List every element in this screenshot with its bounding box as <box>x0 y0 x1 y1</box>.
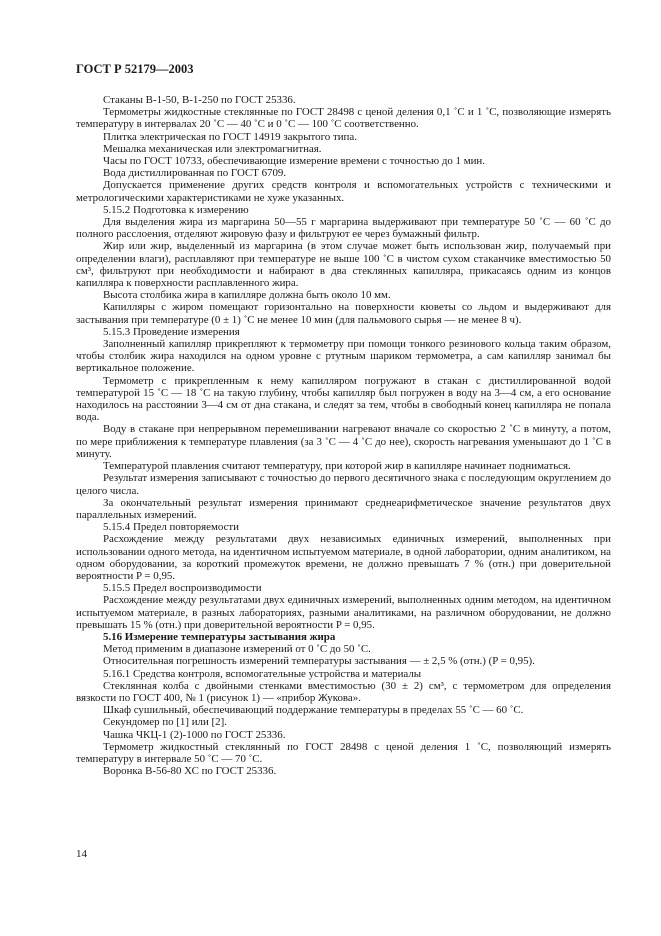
paragraph: Результат измерения записывают с точностью до первого десятичного знака с последующим округлением до целого числа. <box>76 472 611 497</box>
section-heading: 5.15.3 Проведение измерения <box>103 325 240 338</box>
document-header: ГОСТ Р 52179—2003 <box>76 62 194 76</box>
paragraph: Относительная погрешность измерений температуры застывания — ± 2,5 % (отн.) (P = 0,95). <box>103 655 535 668</box>
paragraph: Стаканы В-1-50, В-1-250 по ГОСТ 25336. <box>103 94 296 106</box>
paragraph: Расхождение между результатами двух единичных измерений, выполненных одним методом, на идентичном испытуемом материале, в разных лабораториях, разными аналитиками, на различном оборудовании, не должно превышать 15 % (отн.) при доверительной вероятности P = 0,95. <box>76 594 611 631</box>
paragraph: Воду в стакане при непрерывном перемешивании нагревают вначале со скоростью 2 ˚С в минуту, а потом, по мере приближения к температуре плавления (за 3 ˚С — 4 ˚С до нее), скорость нагревания уменьшают до 1 ˚С в минуту. <box>76 423 611 460</box>
paragraph: Заполненный капилляр прикрепляют к термометру при помощи тонкого резинового кольца таким образом, чтобы столбик жира находился на одном уровне с ртутным шариком термометра, а сам капилляр занимал бы вертикальное положение. <box>76 338 611 375</box>
paragraph: Вода дистиллированная по ГОСТ 6709. <box>103 167 287 180</box>
paragraph: Жир или жир, выделенный из маргарина (в этом случае может быть использован жир, получаемый при определении влаги), расплавляют при температуре не выше 100 ˚С в чистом сухом стаканчике вместимостью 50 см³, фильтруют при необходимости и набирают в два стеклянных капилляра, прикасаясь одним из концов капилляра к поверхности расплавленного жира. <box>76 240 611 290</box>
paragraph: Термометры жидкостные стеклянные по ГОСТ 28498 с ценой деления 0,1 ˚С и 1 ˚С, позволяющие измерять температуру в интервалах 20 ˚С — 40 ˚С и 0 ˚С — 100 ˚С соответственно. <box>76 106 611 131</box>
paragraph: Капилляры с жиром помещают горизонтально на поверхности кюветы со льдом и выдерживают для застывания при температуре (0 ± 1) ˚С не менее 10 мин (для пальмового сырья — не менее 8 ч). <box>76 301 611 326</box>
paragraph: За окончательный результат измерения принимают среднеарифметическое значение результатов двух параллельных измерений. <box>76 496 611 521</box>
paragraph: Термометр жидкостный стеклянный по ГОСТ 28498 с ценой деления 1 ˚С, позволяющий измерять температуру в интервале 50 ˚С — 70 ˚С. <box>76 740 611 765</box>
paragraph: Часы по ГОСТ 10733, обеспечивающие измерение времени с точностью до 1 мин. <box>103 155 485 168</box>
paragraph: Высота столбика жира в капилляре должна быть около 10 мм. <box>103 289 391 302</box>
paragraph: Для выделения жира из маргарина 50—55 г маргарина выдерживают при температуре 50 ˚С — 60 ˚С до полного расслоения, отделяют жировую фазу и фильтруют ее через бумажный фильтр. <box>76 216 611 241</box>
page-number: 14 <box>76 848 87 860</box>
section-heading: 5.16.1 Средства контроля, вспомогательные устройства и материалы <box>103 667 422 680</box>
section-heading: 5.15.2 Подготовка к измерению <box>103 203 249 216</box>
paragraph: Допускается применение других средств контроля и вспомогательных устройств с техническими и метрологическими характеристиками не хуже указанных. <box>76 179 611 204</box>
body-text <box>76 94 611 777</box>
section-heading-bold: 5.16 Измерение температуры застывания жира <box>103 630 336 643</box>
paragraph: Расхождение между результатами двух независимых единичных измерений, выполненных при использовании одного метода, на идентичном испытуемом материале, в одной лаборатории, одним аналитиком, на одном оборудовании, за короткий промежуток времени, не должно превышать 7 % (отн.) при доверительной вероятности P = 0,95. <box>76 533 611 582</box>
paragraph: Мешалка механическая или электромагнитная. <box>103 142 322 155</box>
paragraph: Термометр с прикрепленным к нему капилляром погружают в стакан с дистиллированной водой температурой 15 ˚С — 18 ˚С на такую глубину, чтобы капилляр был погружен в воду на 3—4 см, а его основание находилось на расстоянии 3—4 см от дна стакана, и следят за тем, чтобы в свободный конец капилляра не попала вода. <box>76 374 611 424</box>
section-heading: 5.15.4 Предел повторяемости <box>103 521 240 534</box>
paragraph: Шкаф сушильный, обеспечивающий поддержание температуры в пределах 55 ˚С — 60 ˚С. <box>103 704 524 717</box>
paragraph: Температурой плавления считают температуру, при которой жир в капилляре начинает подниматься. <box>103 460 571 473</box>
paragraph: Чашка ЧКЦ-1 (2)-1000 по ГОСТ 25336. <box>103 728 286 741</box>
paragraph: Секундомер по [1] или [2]. <box>103 716 227 729</box>
paragraph: Воронка В-56-80 ХС по ГОСТ 25336. <box>103 765 277 778</box>
paragraph: Стеклянная колба с двойными стенками вместимостью (30 ± 2) см³, с термометром для определения вязкости по ГОСТ 400, № 1 (рисунок 1) — «прибор Жукова». <box>76 679 611 704</box>
section-heading: 5.15.5 Предел воспроизводимости <box>103 582 262 595</box>
paragraph: Плитка электрическая по ГОСТ 14919 закрытого типа. <box>103 130 357 143</box>
paragraph: Метод применим в диапазоне измерений от 0 ˚С до 50 ˚С. <box>103 643 371 656</box>
